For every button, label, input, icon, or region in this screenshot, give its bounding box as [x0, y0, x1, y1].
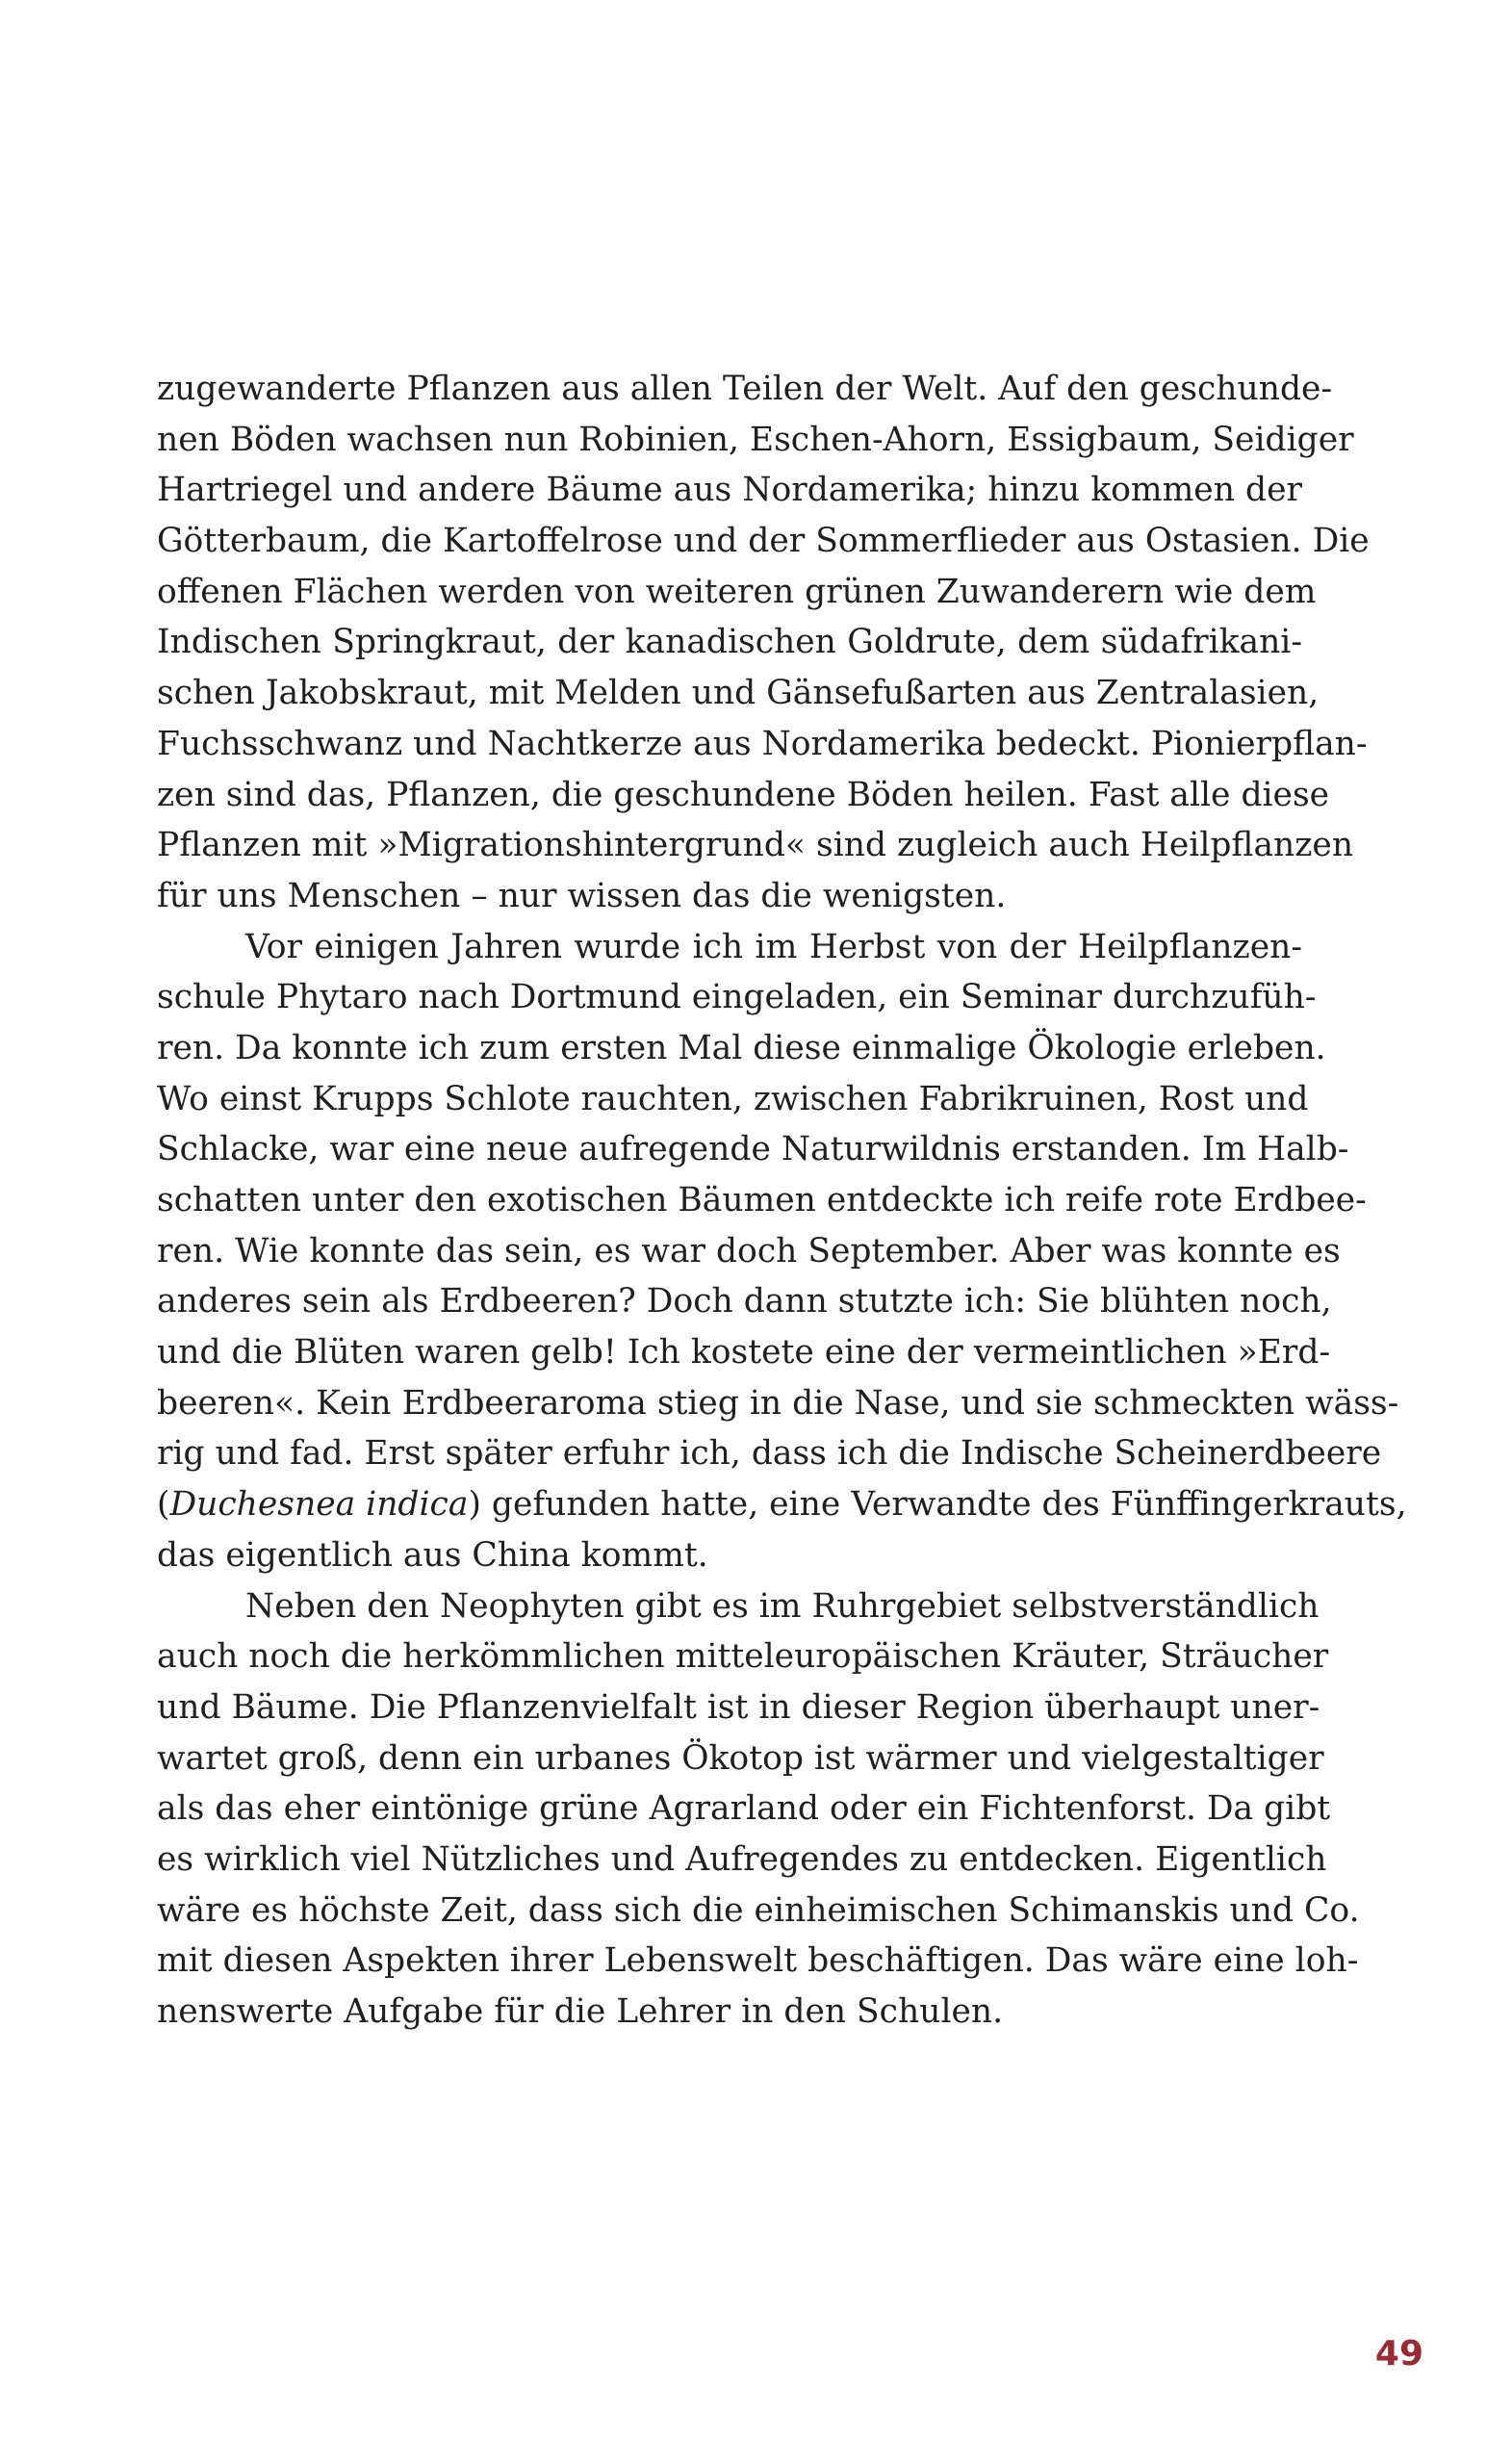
- text-line: schatten unter den exotischen Bäumen entdeckte ich reife rote Erdbee-: [157, 1181, 1367, 1219]
- text-line: beeren«. Kein Erdbeeraroma stieg in die Nase, und sie schmeckten wäss-: [157, 1383, 1399, 1423]
- text-line: das eigentlich aus China kommt.: [157, 1535, 708, 1575]
- text-line: als das eher eintönige grüne Agrarland oder ein Fichtenforst. Da gibt: [157, 1789, 1331, 1829]
- text-line: Pflanzen mit »Migrationshintergrund« sind zugleich auch Heilpflanzen: [157, 826, 1354, 865]
- text-line: zen sind das, Pflanzen, die geschundene Böden heilen. Fast alle diese: [157, 775, 1330, 814]
- text-line: ren. Wie konnte das sein, es war doch September. Aber was konnte es: [157, 1231, 1341, 1270]
- text-line: anderes sein als Erdbeeren? Doch dann stutzte ich: Sie blühten noch,: [157, 1282, 1332, 1322]
- text-line: mit diesen Aspekten ihrer Lebenswelt beschäftigen. Das wäre eine loh-: [157, 1941, 1359, 1981]
- text-line: und die Blüten waren gelb! Ich kostete eine der vermeintlichen »Erd-: [157, 1333, 1331, 1373]
- text-line: es wirklich viel Nützliches und Aufregendes zu entdecken. Eigentlich: [157, 1839, 1327, 1879]
- text-line: auch noch die herkömmlichen mitteleuropäischen Kräuter, Sträucher: [157, 1637, 1329, 1677]
- text-line: schule Phytaro nach Dortmund eingeladen, ein Seminar durchzufüh-: [157, 978, 1317, 1017]
- text-line: schen Jakobskraut, mit Melden und Gänsefußarten aus Zentralasien,: [157, 674, 1320, 713]
- text-fragment: (: [157, 1485, 170, 1525]
- text-line: Hartriegel und andere Bäume aus Nordamerika; hinzu kommen der: [157, 471, 1302, 510]
- text-line: rig und fad. Erst später erfuhr ich, dass ich die Indische Scheinerdbeere: [157, 1434, 1382, 1474]
- text-line: Wo einst Krupps Schlote rauchten, zwischen Fabrikruinen, Rost und: [157, 1079, 1309, 1118]
- paragraph-3: [157, 1581, 1360, 2038]
- text-line: wartet groß, denn ein urbanes Ökotop ist wärmer und vielgestaltiger: [157, 1738, 1324, 1778]
- text-fragment: ) gefunden hatte, eine Verwandte des Fünffingerkrauts,: [468, 1485, 1407, 1525]
- text-line: wäre es höchste Zeit, dass sich die einheimischen Schimanskis und Co.: [157, 1890, 1360, 1930]
- body-text: [157, 364, 1407, 2038]
- text-line: und Bäume. Die Pflanzenvielfalt ist in dieser Region überhaupt uner-: [157, 1687, 1320, 1727]
- text-line: nen Böden wachsen nun Robinien, Eschen-Ahorn, Essigbaum, Seidiger: [157, 420, 1354, 459]
- text-line: Neben den Neophyten gibt es im Ruhrgebiet selbstverständlich: [245, 1586, 1320, 1626]
- text-line: nenswerte Aufgabe für die Lehrer in den Schulen.: [157, 1992, 1004, 2031]
- text-line: Götterbaum, die Kartoffelrose und der Sommerflieder aus Ostasien. Die: [157, 522, 1370, 561]
- text-line: für uns Menschen – nur wissen das die wenigsten.: [157, 876, 1007, 915]
- text-line: Schlacke, war eine neue aufregende Naturwildnis erstanden. Im Halb-: [157, 1130, 1349, 1169]
- text-line-with-italic: [157, 1479, 1407, 1530]
- paragraph-2: [157, 922, 1407, 1581]
- text-line: Indischen Springkraut, der kanadischen Goldrute, dem südafrikani-: [157, 623, 1302, 662]
- page-number: 49: [1374, 2334, 1423, 2374]
- text-line: offenen Flächen werden von weiteren grünen Zuwanderern wie dem: [157, 572, 1317, 611]
- botanical-name: Duchesnea indica: [169, 1485, 469, 1525]
- text-line: Fuchsschwanz und Nachtkerze aus Nordamerika bedeckt. Pionierpflan-: [157, 724, 1368, 763]
- text-line: Vor einigen Jahren wurde ich im Herbst von der Heilpflanzen-: [245, 927, 1302, 966]
- paragraph-1: [157, 364, 1370, 922]
- text-line: ren. Da konnte ich zum ersten Mal diese einmalige Ökologie erleben.: [157, 1028, 1326, 1067]
- text-line: zugewanderte Pflanzen aus allen Teilen der Welt. Auf den geschunde-: [157, 370, 1333, 408]
